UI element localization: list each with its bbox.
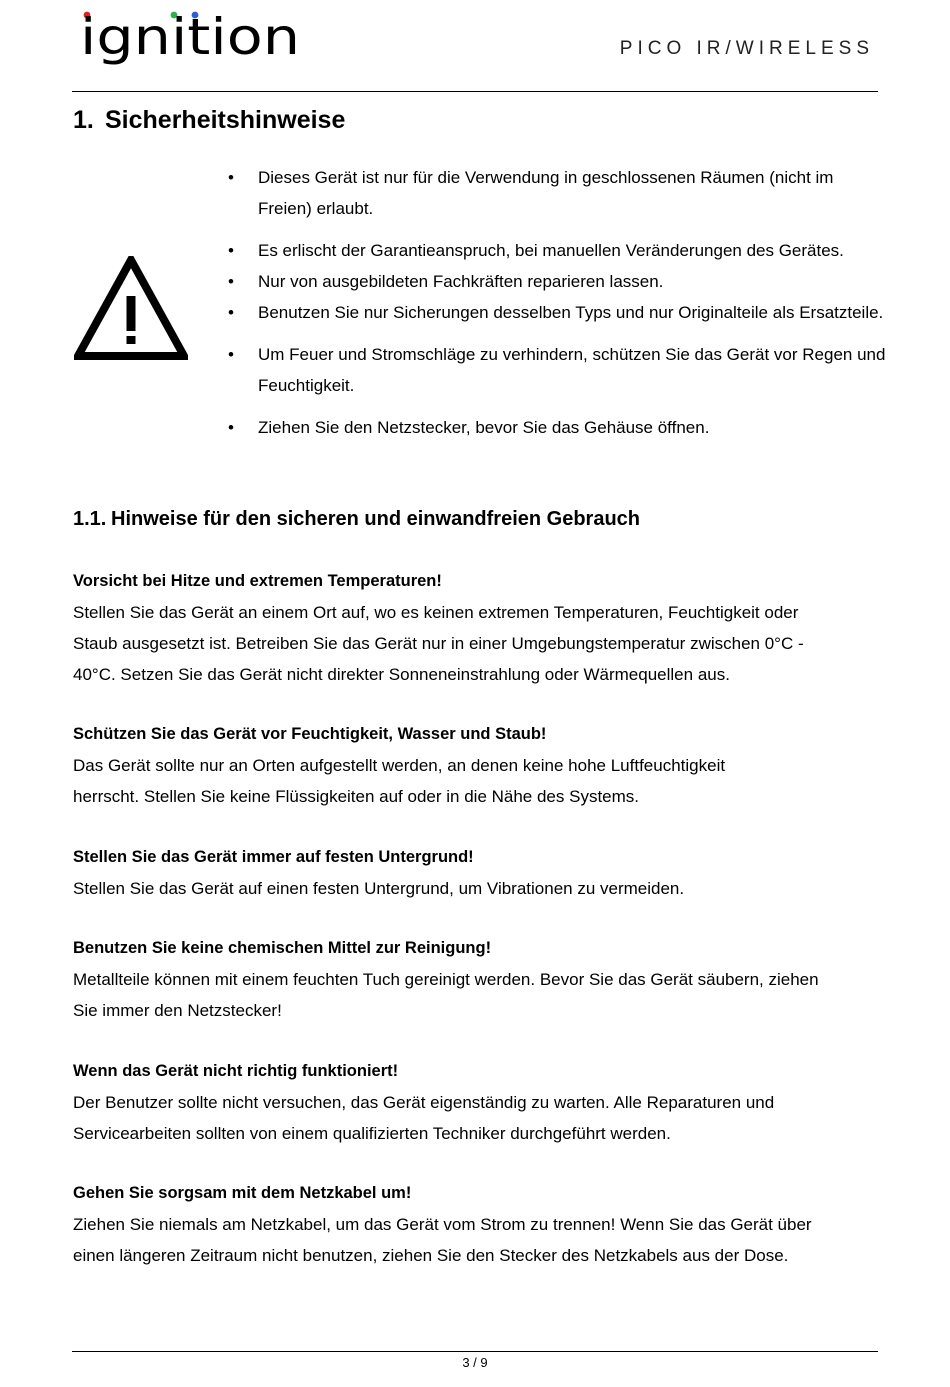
notice-title: Wenn das Gerät nicht richtig funktioniert! [73, 1062, 399, 1080]
notice-line: 40°C. Setzen Sie das Gerät nicht direkter Sonneneinstrahlung oder Wärmequellen aus. [73, 665, 730, 684]
section-1-1-number: 1.1. [73, 508, 107, 530]
section-1-heading [73, 106, 345, 135]
product-title: PICO IR/WIRELESS [619, 38, 874, 59]
notice-line: Stellen Sie das Gerät auf einen festen Untergrund, um Vibrationen zu vermeiden. [73, 879, 685, 898]
footer-divider [72, 1351, 878, 1352]
notice-line: Sie immer den Netzstecker! [73, 1001, 282, 1020]
list-item: • Benutzen Sie nur Sicherungen desselben Typs und nur Originalteile als Ersatzteile. [228, 297, 888, 328]
notice-malfunction [73, 1056, 878, 1149]
notice-power-cable [73, 1178, 878, 1271]
notice-line: Stellen Sie das Gerät an einem Ort auf, wo es keinen extremen Temperaturen, Feuchtigkeit oder [73, 603, 799, 622]
notice-line: Servicearbeiten sollten von einem qualifizierten Techniker durchgeführt werden. [73, 1124, 671, 1143]
safety-bullet-list [228, 162, 888, 443]
notice-line: Der Benutzer sollte nicht versuchen, das Gerät eigenständig zu warten. Alle Reparaturen und [73, 1093, 775, 1112]
list-item: • Um Feuer und Stromschläge zu verhindern, schützen Sie das Gerät vor Regen und Feuchtigkeit. [228, 339, 888, 401]
list-item: • Ziehen Sie den Netzstecker, bevor Sie das Gehäuse öffnen. [228, 412, 888, 443]
warning-triangle-icon [74, 256, 188, 360]
section-1-1-heading [73, 508, 640, 531]
list-item: • Nur von ausgebildeten Fachkräften reparieren lassen. [228, 266, 888, 297]
list-item: • Dieses Gerät ist nur für die Verwendung in geschlossenen Räumen (nicht im Freien) erlaubt. [228, 162, 888, 224]
header-divider [72, 91, 878, 92]
page-number: 3 / 9 [462, 1355, 488, 1370]
list-item: • Es erlischt der Garantieanspruch, bei manuellen Veränderungen des Gerätes. [228, 235, 888, 266]
section-1-1-title: Hinweise für den sicheren und einwandfreien Gebrauch [111, 508, 641, 530]
notice-line: einen längeren Zeitraum nicht benutzen, ziehen Sie den Stecker des Netzkabels aus der Dose. [73, 1246, 789, 1265]
notice-line: Staub ausgesetzt ist. Betreiben Sie das Gerät nur in einer Umgebungstemperatur zwischen 0°C - [73, 634, 804, 653]
section-1-number: 1. [73, 106, 94, 134]
ignition-logo [80, 10, 302, 70]
logo-wordmark: ignition [80, 10, 300, 66]
notice-title: Vorsicht bei Hitze und extremen Temperaturen! [73, 572, 442, 590]
notice-title: Stellen Sie das Gerät immer auf festen Untergrund! [73, 848, 474, 866]
notice-surface [73, 842, 878, 904]
notice-title: Gehen Sie sorgsam mit dem Netzkabel um! [73, 1184, 412, 1202]
notice-title: Benutzen Sie keine chemischen Mittel zur Reinigung! [73, 939, 492, 957]
notice-line: herrscht. Stellen Sie keine Flüssigkeiten auf oder in die Nähe des Systems. [73, 787, 640, 806]
notice-line: Ziehen Sie niemals am Netzkabel, um das Gerät vom Strom zu trennen! Wenn Sie das Gerät über [73, 1215, 812, 1234]
notice-line: Das Gerät sollte nur an Orten aufgestellt werden, an denen keine hohe Luftfeuchtigkeit [73, 756, 726, 775]
section-1-title: Sicherheitshinweise [105, 106, 346, 134]
notice-moisture [73, 719, 878, 812]
notice-title: Schützen Sie das Gerät vor Feuchtigkeit, Wasser und Staub! [73, 725, 547, 743]
notice-heat [73, 566, 878, 690]
notice-cleaning [73, 933, 878, 1026]
notice-line: Metallteile können mit einem feuchten Tuch gereinigt werden. Bevor Sie das Gerät säubern, ziehen [73, 970, 819, 989]
